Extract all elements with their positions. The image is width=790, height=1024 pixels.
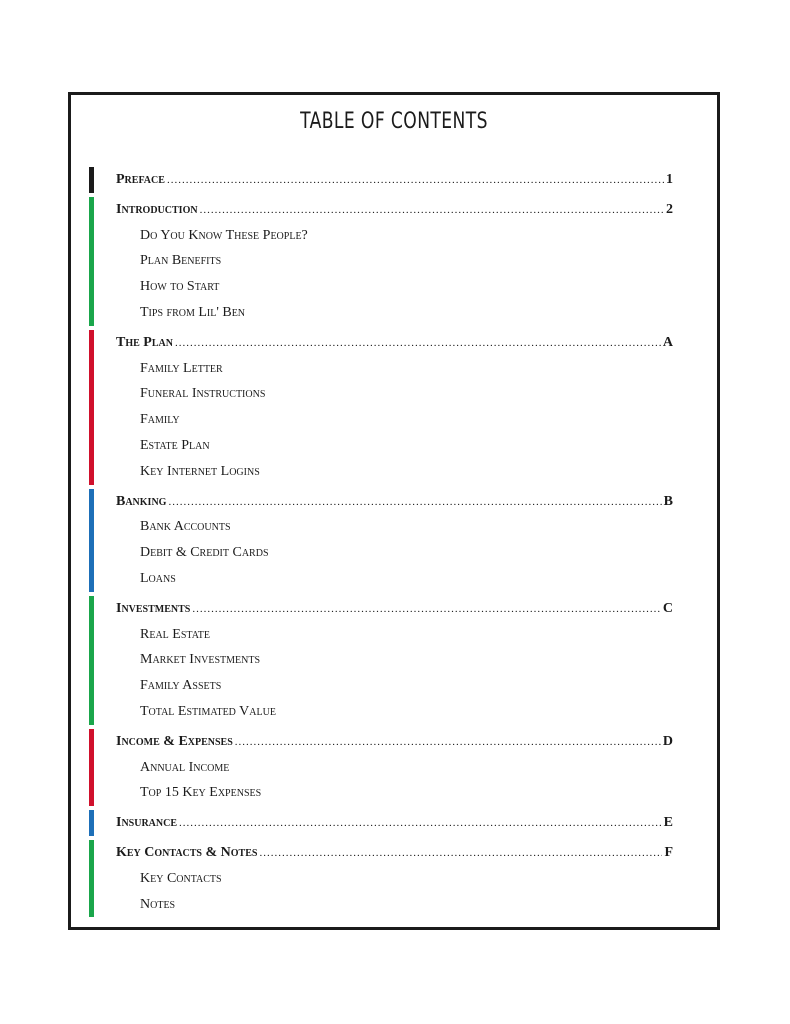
- toc-heading-row[interactable]: [116, 840, 673, 866]
- toc-page-number: 1: [666, 172, 673, 187]
- toc-subitem[interactable]: Key Internet Logins: [140, 463, 260, 479]
- page-title: TABLE OF CONTENTS: [300, 109, 488, 134]
- toc-heading-row[interactable]: [116, 810, 673, 836]
- toc-subitem[interactable]: Total Estimated Value: [140, 703, 276, 719]
- toc-subitem[interactable]: Loans: [140, 570, 176, 586]
- dot-leader: [192, 597, 661, 623]
- toc-heading-label: The Plan: [116, 334, 173, 350]
- section-color-bar: [89, 197, 94, 326]
- toc-heading-row[interactable]: [116, 167, 673, 193]
- toc-page-number: F: [664, 844, 673, 860]
- dot-leader: [167, 168, 664, 194]
- toc-heading-row[interactable]: [116, 197, 673, 223]
- document-frame: [68, 92, 720, 930]
- toc-section: [71, 197, 717, 326]
- toc-heading-row[interactable]: [116, 489, 673, 515]
- toc-page-number: D: [662, 733, 673, 749]
- toc-heading-label: Introduction: [116, 201, 198, 217]
- toc-subitem[interactable]: Family: [140, 412, 180, 428]
- toc-subitem[interactable]: Real Estate: [140, 626, 211, 642]
- toc-heading-row[interactable]: [116, 596, 673, 622]
- toc-subitem[interactable]: Funeral Instructions: [140, 386, 266, 402]
- toc-section: [71, 810, 717, 836]
- section-color-bar: [89, 330, 94, 485]
- toc-heading-row[interactable]: [116, 330, 673, 356]
- toc-section: [71, 840, 717, 917]
- toc-subitem[interactable]: Do You Know These People?: [140, 227, 308, 243]
- toc-section: [71, 167, 717, 193]
- table-of-contents: [71, 167, 717, 921]
- toc-subitem[interactable]: Family Assets: [140, 678, 222, 694]
- toc-page-number: A: [662, 334, 673, 350]
- toc-subitem[interactable]: Annual Income: [140, 759, 230, 775]
- toc-page-number: C: [662, 600, 673, 616]
- toc-subitem[interactable]: Key Contacts: [140, 870, 222, 886]
- toc-subitem[interactable]: Notes: [140, 896, 176, 912]
- toc-subitem[interactable]: How to Start: [140, 279, 220, 295]
- section-color-bar: [89, 596, 94, 725]
- toc-subitem[interactable]: Tips from Lil' Ben: [140, 304, 246, 320]
- section-color-bar: [89, 167, 94, 193]
- toc-page-number: 2: [666, 201, 673, 217]
- toc-section: [71, 330, 717, 485]
- dot-leader: [200, 198, 664, 224]
- toc-heading-label: Key Contacts & Notes: [116, 844, 258, 860]
- toc-heading-label: Income & Expenses: [116, 733, 233, 749]
- toc-section: [71, 729, 717, 806]
- toc-heading-label: Preface: [116, 172, 165, 187]
- dot-leader: [259, 841, 662, 867]
- toc-page-number: E: [663, 815, 673, 831]
- toc-section: [71, 596, 717, 725]
- toc-heading-row[interactable]: [116, 729, 673, 755]
- toc-heading-label: Banking: [116, 493, 167, 509]
- toc-page-number: B: [663, 493, 673, 509]
- dot-leader: [235, 730, 661, 756]
- dot-leader: [175, 331, 661, 357]
- toc-subitem[interactable]: Family Letter: [140, 360, 223, 376]
- toc-subitem[interactable]: Plan Benefits: [140, 253, 222, 269]
- toc-subitem[interactable]: Estate Plan: [140, 437, 210, 453]
- section-color-bar: [89, 729, 94, 806]
- section-color-bar: [89, 489, 94, 592]
- toc-subitem[interactable]: Market Investments: [140, 652, 261, 668]
- toc-subitem[interactable]: Bank Accounts: [140, 519, 231, 535]
- section-color-bar: [89, 810, 94, 836]
- dot-leader: [179, 811, 662, 837]
- toc-section: [71, 489, 717, 592]
- toc-heading-label: Investments: [116, 600, 191, 616]
- toc-subitem[interactable]: Top 15 Key Expenses: [140, 785, 262, 801]
- toc-heading-label: Insurance: [116, 815, 178, 831]
- toc-subitem[interactable]: Debit & Credit Cards: [140, 545, 269, 561]
- dot-leader: [168, 490, 661, 516]
- section-color-bar: [89, 840, 94, 917]
